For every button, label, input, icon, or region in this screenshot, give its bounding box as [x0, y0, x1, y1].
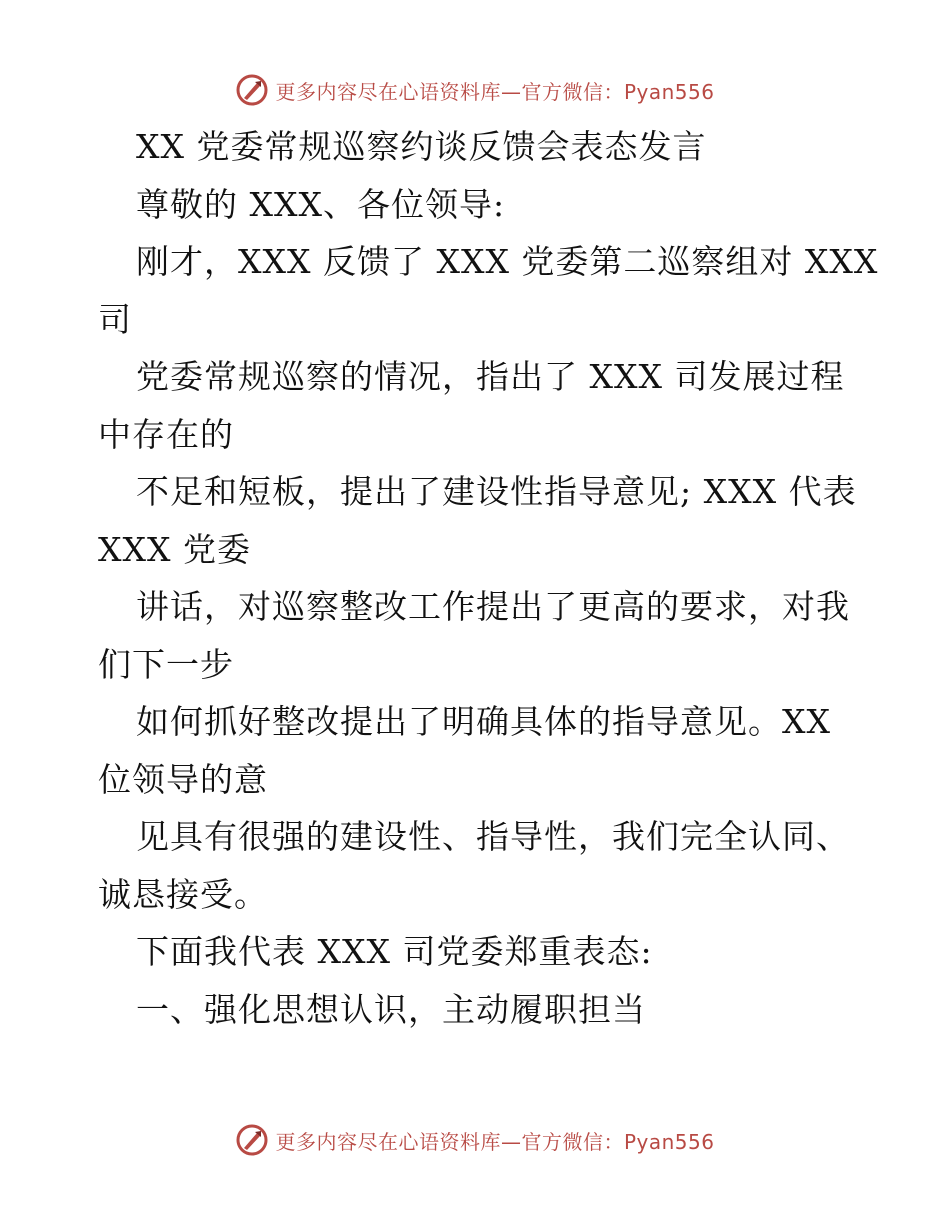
document-title: XX 党委常规巡察约谈反馈会表态发言 [136, 127, 707, 166]
pen-logo-icon [235, 73, 269, 107]
statement-intro: 下面我代表 XXX 司党委郑重表态: [136, 932, 653, 971]
paragraph-line: 司 [98, 299, 132, 339]
paragraph-line: 讲话，对巡察整改工作提出了更高的要求，对我 [136, 587, 850, 626]
watermark-text: 更多内容尽在心语资料库—官方微信：Pyan556 [275, 79, 715, 104]
paragraph-line: 们下一步 [98, 644, 234, 684]
footer-watermark [0, 1120, 950, 1160]
paragraph-line: 如何抓好整改提出了明确具体的指导意见。XX [136, 702, 831, 741]
paragraph-line: XXX 党委 [98, 529, 251, 569]
paragraph-line: 党委常规巡察的情况，指出了 XXX 司发展过程 [136, 357, 845, 396]
paragraph-line: 刚才，XXX 反馈了 XXX 党委第二巡察组对 XXX [136, 242, 879, 281]
header-watermark [0, 70, 950, 110]
salutation: 尊敬的 XXX、各位领导: [136, 184, 506, 224]
paragraph-line: 见具有很强的建设性、指导性，我们完全认同、 [136, 817, 850, 856]
watermark-text: 更多内容尽在心语资料库—官方微信：Pyan556 [275, 1129, 715, 1154]
paragraph-line: 诚恳接受。 [98, 874, 268, 914]
section-heading: 一、强化思想认识，主动履职担当 [136, 989, 646, 1029]
pen-logo-icon [235, 1123, 269, 1157]
paragraph-line: 位领导的意 [98, 759, 268, 799]
document-body [98, 118, 879, 1038]
paragraph-line: 不足和短板，提出了建设性指导意见; XXX 代表 [136, 472, 857, 511]
paragraph-line: 中存在的 [98, 414, 234, 454]
